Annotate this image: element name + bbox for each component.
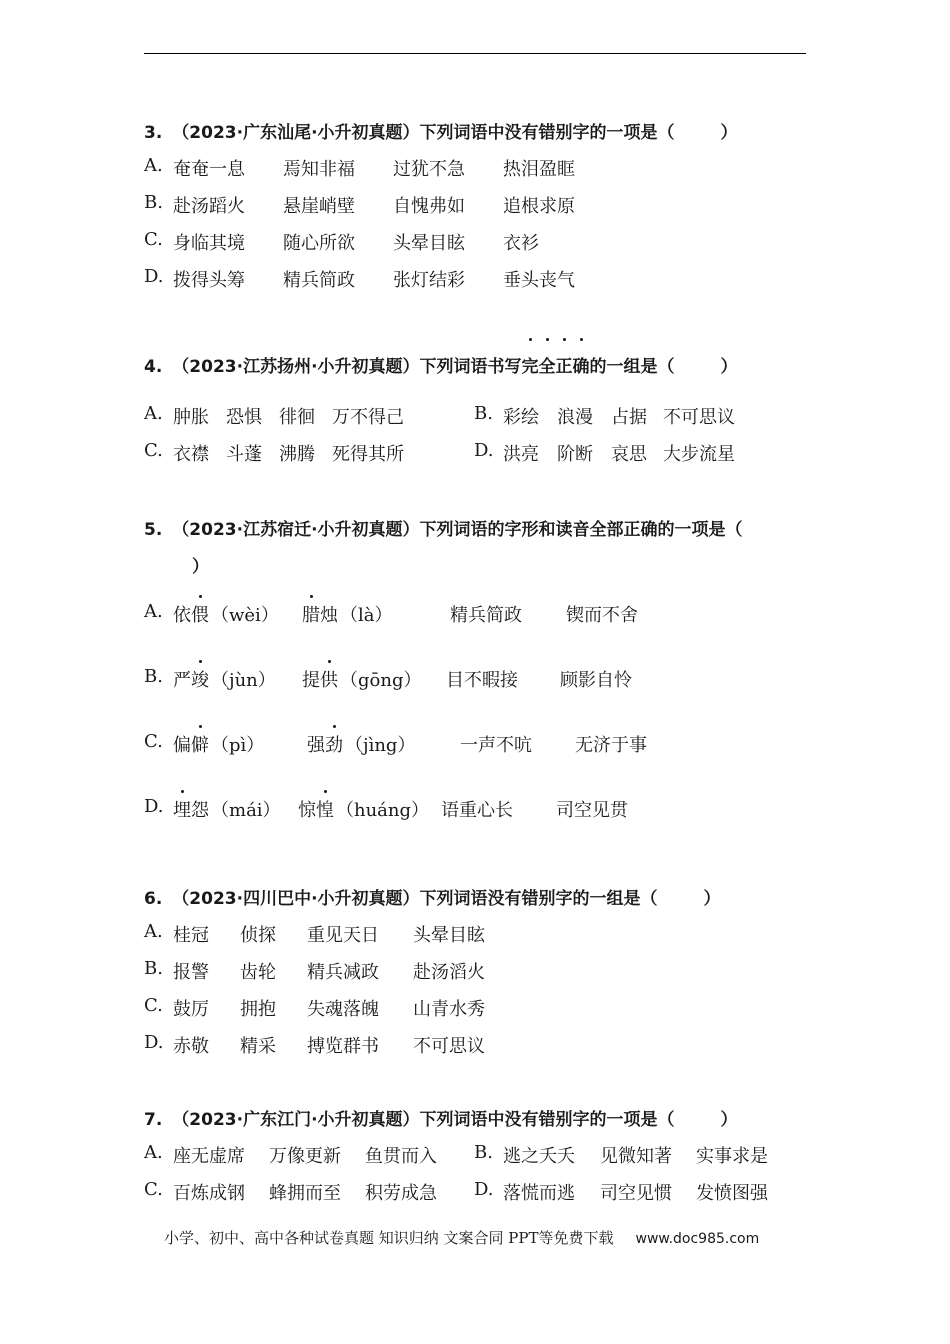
emphasis-char: 全 <box>539 352 556 377</box>
footer-text: 小学、初中、高中各种试卷真题 知识归纳 文案合同 PPT等免费下载 <box>164 1229 614 1247</box>
question-6-stem: 6. （2023·四川巴中·小升初真题）下列词语没有错别字的一组是（ ） <box>144 889 721 909</box>
emphasis-char: 劲 <box>325 731 343 757</box>
question-number: 5. <box>144 520 163 540</box>
emphasis-char: 供 <box>320 666 338 692</box>
question-number: 6. <box>144 889 163 909</box>
question-number: 4. <box>144 357 163 377</box>
page-footer <box>164 1227 759 1248</box>
emphasis-char: 偎 <box>191 601 209 627</box>
emphasis-char: 僻 <box>191 731 209 757</box>
emphasis-char: 竣 <box>191 666 209 692</box>
emphasis-char: 惶 <box>316 796 334 822</box>
question-3-stem: 3. （2023·广东汕尾·小升初真题）下列词语中没有错别字的一项是（ ） <box>144 123 738 143</box>
emphasis-char: 确 <box>573 352 590 377</box>
emphasis-char: 完 <box>522 352 539 377</box>
question-number: 7. <box>144 1110 163 1130</box>
footer-link[interactable]: www.doc985.com <box>635 1231 760 1247</box>
question-7-stem: 7. （2023·广东江门·小升初真题）下列词语中没有错别字的一项是（ ） <box>144 1110 738 1130</box>
emphasis-char: 埋 <box>173 796 191 822</box>
answer-paren-close: ） <box>192 557 209 577</box>
emphasis-char: 腊 <box>302 601 320 627</box>
emphasis-char: 正 <box>556 352 573 377</box>
question-number: 3. <box>144 123 163 143</box>
header-rule <box>144 53 806 54</box>
question-5-stem: 5. （2023·江苏宿迁·小升初真题）下列词语的字形和读音全部正确的一项是（ <box>144 520 743 540</box>
question-4-stem: 4. （2023·江苏扬州·小升初真题）下列词语书写完全正确的一组是（ ） <box>144 352 738 377</box>
